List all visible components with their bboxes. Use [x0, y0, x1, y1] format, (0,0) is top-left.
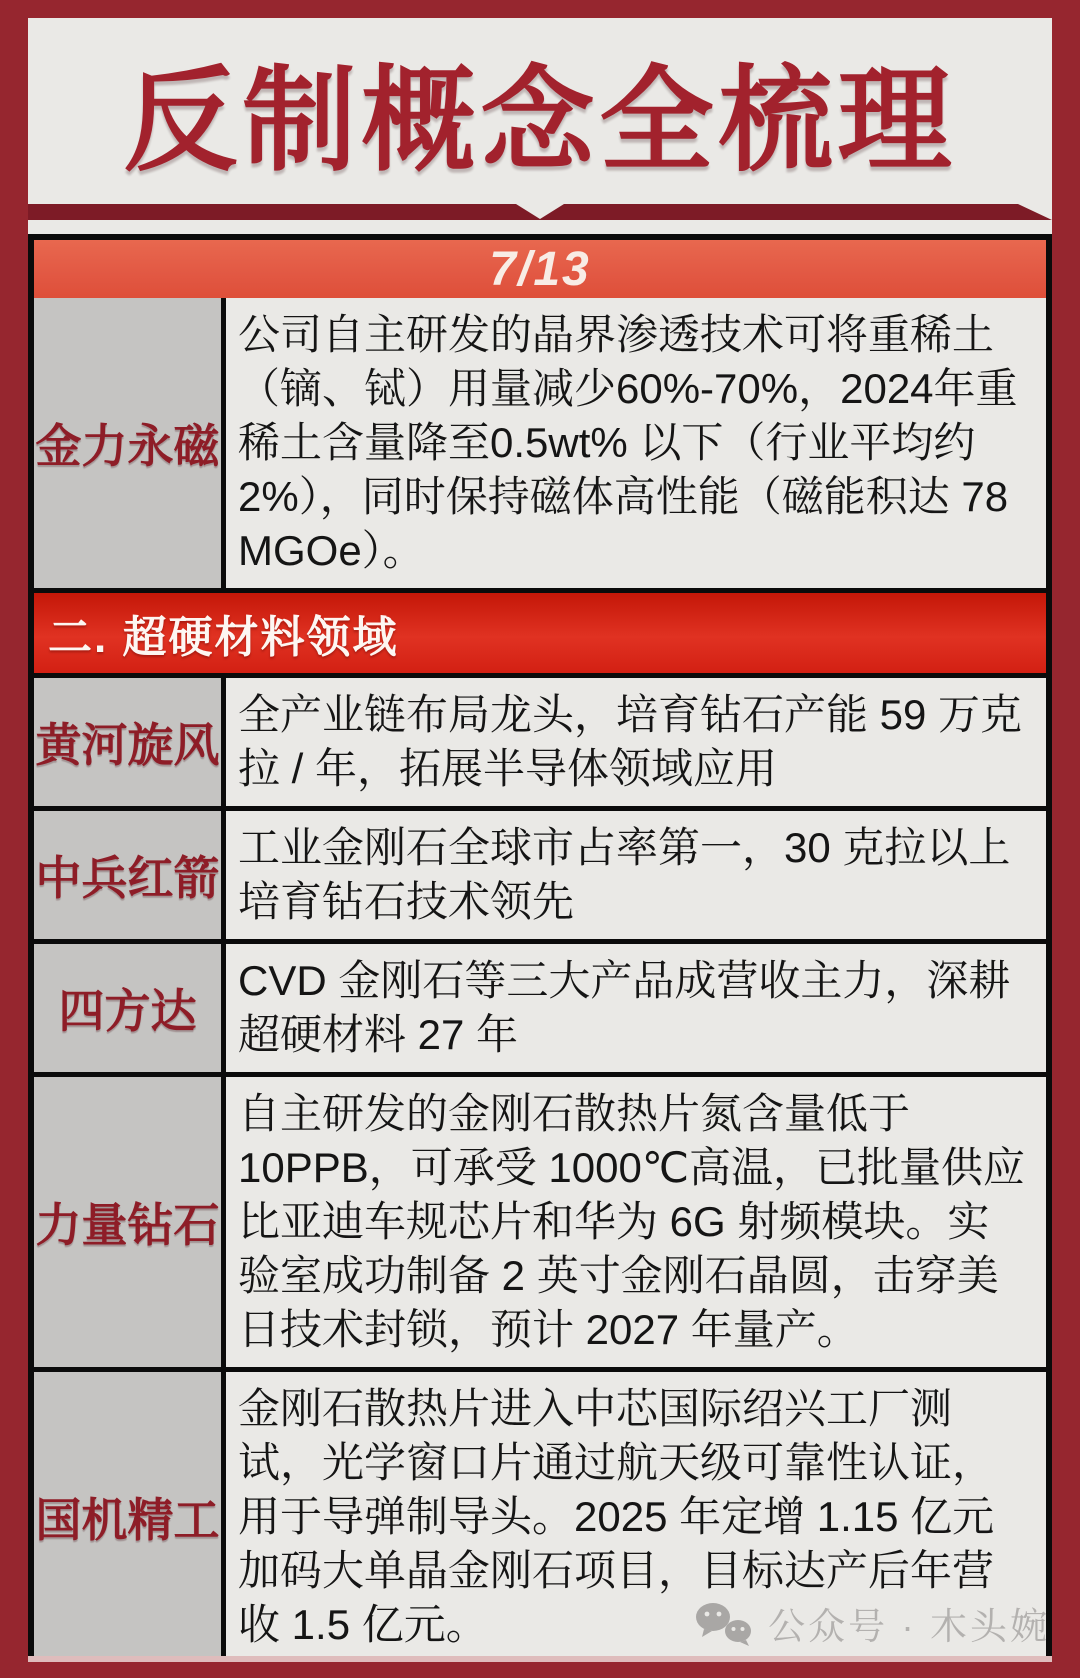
- watermark: [692, 1596, 1050, 1650]
- company-name-cell: [34, 811, 226, 939]
- company-desc-cell: [226, 298, 1046, 588]
- company-name: 国机精工: [35, 1494, 220, 1546]
- company-description: 公司自主研发的晶界渗透技术可将重稀土（镝、铽）用量减少60%-70%，2024年重稀土含量降至0.5wt% 以下（行业平均约 2%），同时保持磁体高性能（磁能积达 78 MGOe）。: [238, 311, 1018, 574]
- watermark-text: 公众号 · 木头婉: [768, 1606, 1050, 1647]
- company-name-cell: [34, 944, 226, 1072]
- company-description: 工业金刚石全球市占率第一，30 克拉以上培育钻石技术领先: [238, 824, 1011, 925]
- company-desc-cell: [226, 678, 1046, 806]
- title-bar: [28, 18, 1052, 204]
- company-name-cell: [34, 1372, 226, 1662]
- company-name-cell: [34, 1077, 226, 1367]
- wechat-icon: [692, 1600, 758, 1646]
- table-row: [34, 806, 1046, 939]
- company-desc-cell: [226, 944, 1046, 1072]
- company-name: 金力永磁: [35, 420, 220, 472]
- page-content: [28, 18, 1052, 1662]
- table-row: [34, 298, 1046, 588]
- page-indicator: 7/13: [489, 242, 591, 296]
- company-name: 力量钻石: [35, 1199, 220, 1251]
- company-desc-cell: [226, 811, 1046, 939]
- ribbon-divider: [28, 204, 1052, 220]
- company-description: 金刚石散热片进入中芯国际绍兴工厂测试，光学窗口片通过航天级可靠性认证，用于导弹制导头。2025 年定增 1.15 亿元加码大单晶金刚石项目，目标达产后年营收 1.5 亿元。: [238, 1385, 995, 1648]
- company-description: CVD 金刚石等三大产品成营收主力，深耕超硬材料 27 年: [238, 957, 1011, 1058]
- company-desc-cell: [226, 1077, 1046, 1367]
- page-title: 反制概念全梳理: [123, 58, 957, 185]
- table-row: [34, 673, 1046, 806]
- section-header-label: 二. 超硬材料领域: [48, 613, 399, 662]
- company-name-cell: [34, 678, 226, 806]
- company-description: 自主研发的金刚石散热片氮含量低于10PPB，可承受 1000℃高温，已批量供应比亚迪车规芯片和华为 6G 射频模块。实验室成功制备 2 英寸金刚石晶圆，击穿美日技术封锁，预计 2027 年量产。: [238, 1090, 1026, 1353]
- table-row: [34, 1072, 1046, 1367]
- section-header-row: [34, 588, 1046, 673]
- company-name: 黄河旋风: [35, 719, 220, 771]
- company-description: 全产业链布局龙头，培育钻石产能 59 万克拉 / 年，拓展半导体领域应用: [238, 691, 1023, 792]
- company-name: 四方达: [58, 985, 197, 1037]
- ribbon-notch: [516, 204, 564, 219]
- page-indicator-banner: [34, 240, 1046, 298]
- table-row: [34, 939, 1046, 1072]
- company-name-cell: [34, 298, 226, 588]
- company-name: 中兵红箭: [35, 852, 220, 904]
- concept-table: [28, 234, 1052, 1662]
